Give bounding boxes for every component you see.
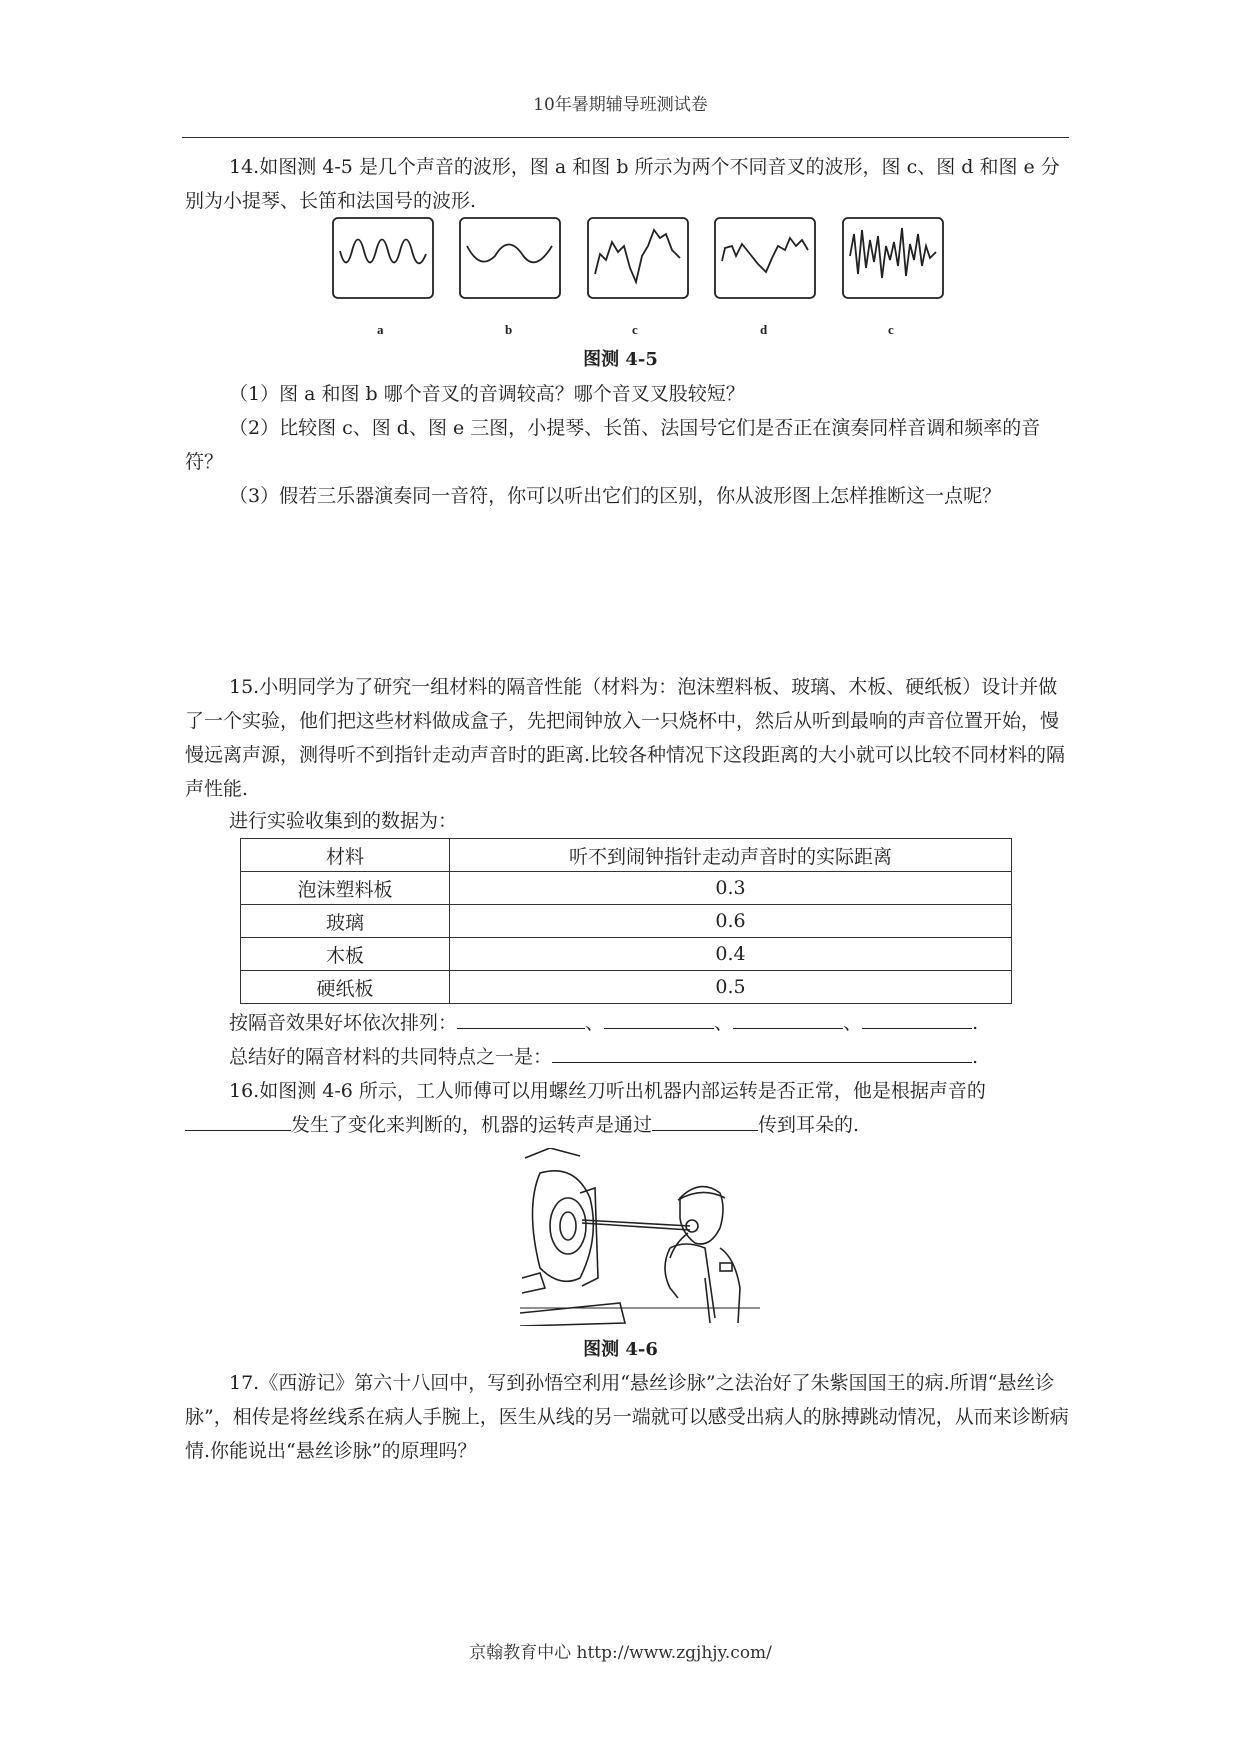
q16-text bbox=[185, 1074, 1070, 1142]
q14-sub1: （1）图 a 和图 b 哪个音叉的音调较高？哪个音叉叉股较短？ bbox=[229, 383, 745, 405]
table-cell-material: 木板 bbox=[241, 938, 450, 971]
q15-common-line bbox=[185, 1040, 1070, 1074]
waveform-a bbox=[333, 218, 433, 298]
answer-blank[interactable] bbox=[604, 1006, 714, 1029]
waveform-c bbox=[588, 218, 688, 298]
waveform-figure bbox=[330, 216, 960, 306]
answer-blank[interactable] bbox=[185, 1108, 291, 1131]
figure-4-6-caption: 图测 4-6 bbox=[583, 1339, 658, 1360]
table-cell-distance: 0.6 bbox=[450, 905, 1012, 938]
answer-blank[interactable] bbox=[457, 1006, 585, 1029]
q15-data-intro: 进行实验收集到的数据为： bbox=[229, 810, 458, 832]
worker-drawing bbox=[665, 1187, 740, 1323]
worker-listening-illustration bbox=[520, 1148, 760, 1326]
waveform-d bbox=[715, 218, 815, 298]
q14-intro: 14.如图测 4-5 是几个声音的波形，图 a 和图 b 所示为两个不同音叉的波形，图 c、图 d 和图 e 分别为小提琴、长笛和法国号的波形. bbox=[185, 156, 1060, 212]
wave-label-c: c bbox=[632, 322, 638, 337]
q16-part1: 16.如图测 4-6 所示，工人师傅可以用螺丝刀听出机器内部运转是否正常，他是根据声音的 bbox=[229, 1080, 986, 1102]
table-header-distance: 听不到闹钟指针走动声音时的实际距离 bbox=[450, 839, 1012, 872]
separator: 、 bbox=[843, 1012, 863, 1034]
figure-4-5-caption: 图测 4-5 bbox=[583, 349, 658, 370]
q15-rank-line bbox=[185, 1006, 1070, 1040]
answer-blank[interactable] bbox=[552, 1040, 972, 1063]
table-row bbox=[241, 872, 1012, 905]
table-cell-material: 泡沫塑料板 bbox=[241, 872, 450, 905]
separator: 、 bbox=[714, 1012, 734, 1034]
isolation-data-table bbox=[240, 838, 1012, 1004]
q15-intro: 15.小明同学为了研究一组材料的隔音性能（材料为：泡沫塑料板、玻璃、木板、硬纸板）设计并做了一个实验，他们把这些材料做成盒子，先把闹钟放入一只烧杯中，然后从听到最响的声音位置开始，慢慢远离声源，测得听不到指针走动声音时的距离.比较各种情况下这段距离的大小就可以比较不同材料的隔声性能. bbox=[185, 676, 1066, 800]
page-header: 10年暑期辅导班测试卷 bbox=[533, 95, 708, 115]
table-header-material: 材料 bbox=[241, 839, 450, 872]
page-footer: 京翰教育中心 http://www.zgjhjy.com/ bbox=[469, 1643, 772, 1663]
answer-blank[interactable] bbox=[652, 1108, 758, 1131]
table-cell-distance: 0.5 bbox=[450, 971, 1012, 1004]
wave-label-d: d bbox=[760, 322, 768, 337]
q16-part3: 传到耳朵的. bbox=[758, 1114, 860, 1136]
wave-label-a: a bbox=[377, 322, 384, 337]
wave-label-b: b bbox=[505, 322, 513, 337]
q14-sub3: （3）假若三乐器演奏同一音符，你可以听出它们的区别，你从波形图上怎样推断这一点呢？ bbox=[229, 485, 1002, 507]
table-cell-distance: 0.3 bbox=[450, 872, 1012, 905]
period: . bbox=[972, 1012, 979, 1034]
q14-sub2: （2）比较图 c、图 d、图 e 三图，小提琴、长笛、法国号它们是否正在演奏同样音调和频率的音符？ bbox=[185, 417, 1041, 473]
period: . bbox=[972, 1046, 979, 1068]
table-cell-material: 硬纸板 bbox=[241, 971, 450, 1004]
table-row bbox=[241, 938, 1012, 971]
table-cell-distance: 0.4 bbox=[450, 938, 1012, 971]
q15-common-prompt: 总结好的隔音材料的共同特点之一是： bbox=[229, 1046, 553, 1068]
waveform-e bbox=[843, 218, 943, 298]
q16-part2: 发生了变化来判断的，机器的运转声是通过 bbox=[291, 1114, 653, 1136]
machine-drawing bbox=[520, 1148, 760, 1326]
table-row bbox=[241, 971, 1012, 1004]
screwdriver-drawing bbox=[582, 1220, 690, 1230]
separator: 、 bbox=[585, 1012, 605, 1034]
answer-blank[interactable] bbox=[862, 1006, 972, 1029]
q17-text: 17.《西游记》第六十八回中，写到孙悟空利用“悬丝诊脉”之法治好了朱紫国国王的病.所谓“悬丝诊脉”，相传是将丝线系在病人手腕上，医生从线的另一端就可以感受出病人的脉搏跳动情况，从而来诊断病情.你能说出“悬丝诊脉”的原理吗？ bbox=[185, 1372, 1069, 1462]
table-header-row bbox=[241, 839, 1012, 872]
table-cell-material: 玻璃 bbox=[241, 905, 450, 938]
header-rule bbox=[182, 137, 1069, 138]
table-row bbox=[241, 905, 1012, 938]
wave-label-e: c bbox=[888, 322, 894, 337]
waveform-b bbox=[460, 218, 560, 298]
answer-blank[interactable] bbox=[733, 1006, 843, 1029]
q15-rank-prompt: 按隔音效果好坏依次排列： bbox=[229, 1012, 458, 1034]
